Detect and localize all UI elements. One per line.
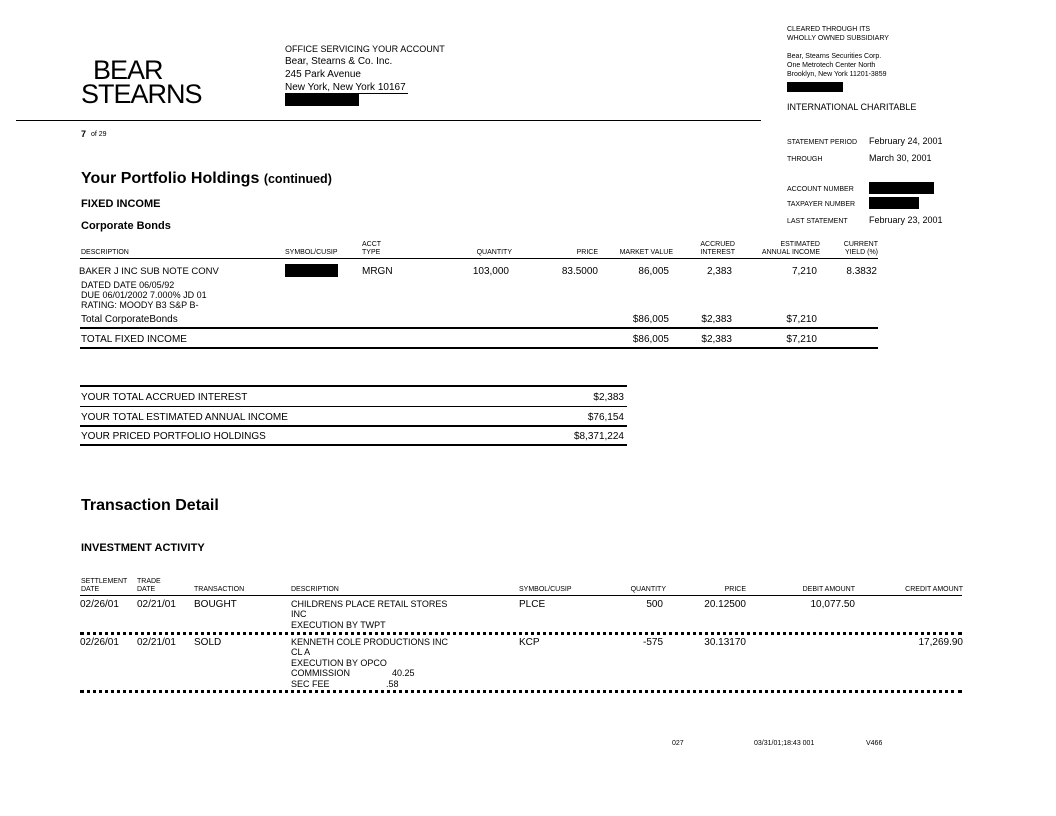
txn-col-trade-2: DATE — [137, 586, 156, 593]
total-fixed-est-income: $7,210 — [786, 334, 817, 345]
summary-bottom-rule — [80, 444, 627, 446]
holding-description: BAKER J INC SUB NOTE CONV — [79, 266, 219, 277]
txn1-desc-1: CHILDRENS PLACE RETAIL STORES — [291, 599, 448, 609]
txn1-debit: 10,077.50 — [810, 599, 855, 610]
txn1-desc-3: EXECUTION BY TWPT — [291, 620, 386, 630]
logo-line-1: BEAR — [93, 55, 163, 85]
total-corp-accrued: $2,383 — [701, 314, 732, 325]
txn1-quantity: 500 — [646, 599, 663, 610]
through-label: THROUGH — [787, 156, 823, 163]
transactions-category: INVESTMENT ACTIVITY — [81, 542, 205, 554]
total-fixed-rule — [80, 347, 878, 349]
office-line-1: Bear, Stearns & Co. Inc. — [285, 56, 393, 67]
txn1-trade: 02/21/01 — [137, 599, 176, 610]
total-corp-rule — [80, 327, 878, 329]
col-acct-type-2: TYPE — [362, 249, 381, 256]
header-rule — [16, 120, 761, 121]
txn2-trade: 02/21/01 — [137, 637, 176, 648]
txn-col-settle-1: SETTLEMENT — [81, 578, 128, 585]
clearing-line-2: One Metrotech Center North — [787, 62, 876, 69]
holdings-subcategory: Corporate Bonds — [81, 220, 171, 232]
col-symbol: SYMBOL/CUSIP — [285, 249, 338, 256]
holding-price: 83.5000 — [561, 266, 598, 277]
txn-col-symbol: SYMBOL/CUSIP — [519, 586, 572, 593]
holdings-title-text: Your Portfolio Holdings — [81, 170, 260, 187]
office-heading: OFFICE SERVICING YOUR ACCOUNT — [285, 44, 445, 54]
col-description: DESCRIPTION — [81, 249, 129, 256]
total-corp-market-value: $86,005 — [632, 314, 669, 325]
account-number-label: ACCOUNT NUMBER — [787, 186, 854, 193]
clearing-line-1: Bear, Stearns Securities Corp. — [787, 53, 882, 60]
col-accrued-1: ACCRUED — [700, 241, 735, 248]
col-est-income-1: ESTIMATED — [780, 241, 820, 248]
txn-col-transaction: TRANSACTION — [194, 586, 245, 593]
last-statement-value: February 23, 2001 — [869, 215, 943, 225]
txn-col-trade-1: TRADE — [137, 578, 161, 585]
holding-acct-type: MRGN — [362, 266, 393, 277]
txn2-type: SOLD — [194, 637, 222, 648]
summary-accrued-value: $2,383 — [593, 392, 624, 403]
total-corp-est-income: $7,210 — [786, 314, 817, 325]
summary-income-label: YOUR TOTAL ESTIMATED ANNUAL INCOME — [81, 412, 288, 423]
txn1-settle: 02/26/01 — [80, 599, 119, 610]
footer-timestamp: 03/31/01;18:43 001 — [754, 740, 815, 747]
col-yield-1: CURRENT — [843, 241, 878, 248]
holding-est-income: 7,210 — [791, 266, 817, 277]
holding-yield: 8.3832 — [846, 266, 877, 277]
holding-accrued: 2,383 — [706, 266, 732, 277]
txn2-desc-3: EXECUTION BY OPCO — [291, 658, 387, 668]
txn2-secfee-label: SEC FEE — [291, 679, 330, 689]
txn2-secfee-value: .58 — [386, 679, 399, 689]
redaction — [285, 264, 338, 277]
txn1-symbol: PLCE — [519, 599, 546, 610]
total-corp-label: Total CorporateBonds — [81, 314, 178, 325]
txn2-rule — [80, 690, 962, 693]
summary-rule — [80, 425, 627, 427]
col-price: PRICE — [576, 249, 598, 256]
summary-accrued-label: YOUR TOTAL ACCRUED INTEREST — [81, 392, 248, 403]
txn2-price: 30.13170 — [704, 637, 746, 648]
holding-quantity: 103,000 — [472, 266, 509, 277]
clearing-heading-1: CLEARED THROUGH ITS — [787, 26, 871, 33]
total-fixed-market-value: $86,005 — [632, 334, 669, 345]
account-name: INTERNATIONAL CHARITABLE — [787, 102, 917, 112]
page-number: 7 — [81, 129, 87, 139]
txn-col-description: DESCRIPTION — [291, 586, 339, 593]
transactions-title: Transaction Detail — [81, 497, 219, 514]
total-fixed-accrued: $2,383 — [701, 334, 732, 345]
txn2-commission-label: COMMISSION — [291, 668, 351, 678]
page-of: of 29 — [91, 131, 107, 138]
holding-detail-1: DATED DATE 06/05/92 — [81, 280, 175, 290]
col-accrued-2: INTEREST — [700, 249, 735, 256]
holding-detail-2: DUE 06/01/2002 7.000% JD 01 — [81, 290, 207, 300]
through-value: March 30, 2001 — [869, 153, 932, 163]
txn-header-rule — [80, 595, 962, 596]
txn-col-settle-2: DATE — [81, 586, 100, 593]
txn1-desc-2: INC — [291, 609, 307, 619]
txn2-commission-value: 40.25 — [392, 668, 415, 678]
txn-col-quantity: QUANTITY — [630, 586, 666, 593]
holdings-title-suffix: (continued) — [263, 172, 332, 186]
statement-period-label: STATEMENT PERIOD — [787, 139, 858, 146]
col-est-income-2: ANNUAL INCOME — [761, 249, 820, 256]
holding-detail-3: RATING: MOODY B3 S&P B- — [81, 300, 199, 310]
footer-code-2: V466 — [866, 740, 883, 747]
total-fixed-label: TOTAL FIXED INCOME — [81, 334, 187, 345]
redaction — [869, 182, 934, 194]
redaction — [869, 197, 919, 209]
office-line-2: 245 Park Avenue — [285, 69, 361, 80]
statement-period-value: February 24, 2001 — [869, 136, 943, 146]
logo-line-2: STEARNS — [81, 79, 202, 109]
last-statement-label: LAST STATEMENT — [787, 218, 848, 225]
taxpayer-number-label: TAXPAYER NUMBER — [787, 201, 856, 208]
holding-market-value: 86,005 — [638, 266, 669, 277]
txn2-desc-2: CL A — [291, 647, 311, 657]
col-quantity: QUANTITY — [476, 249, 512, 256]
summary-holdings-value: $8,371,224 — [573, 431, 624, 442]
txn2-quantity: -575 — [642, 637, 663, 648]
summary-rule — [80, 406, 627, 407]
clearing-line-3: Brooklyn, New York 11201-3859 — [787, 71, 887, 78]
txn1-rule — [80, 632, 962, 635]
holdings-header-rule — [80, 258, 878, 259]
summary-income-value: $76,154 — [587, 412, 624, 423]
summary-holdings-label: YOUR PRICED PORTFOLIO HOLDINGS — [81, 431, 266, 442]
summary-top-rule — [80, 385, 627, 387]
holdings-title — [81, 170, 332, 188]
redaction — [787, 82, 843, 92]
footer-code-1: 027 — [672, 740, 684, 747]
col-yield-2: YIELD (%) — [844, 249, 878, 256]
txn2-desc-1: KENNETH COLE PRODUCTIONS INC — [291, 637, 449, 647]
txn1-price: 20.12500 — [704, 599, 746, 610]
office-line-3: New York, New York 10167 — [285, 82, 406, 93]
txn2-settle: 02/26/01 — [80, 637, 119, 648]
txn-col-credit: CREDIT AMOUNT — [905, 586, 963, 593]
col-market-value: MARKET VALUE — [619, 249, 673, 256]
txn-col-debit: DEBIT AMOUNT — [802, 586, 855, 593]
holdings-category: FIXED INCOME — [81, 198, 161, 210]
txn1-type: BOUGHT — [194, 599, 237, 610]
txn2-symbol: KCP — [519, 637, 540, 648]
txn2-credit: 17,269.90 — [918, 637, 963, 648]
clearing-heading-2: WHOLLY OWNED SUBSIDIARY — [787, 35, 889, 42]
col-acct-type-1: ACCT — [362, 241, 382, 248]
txn-col-price: PRICE — [724, 586, 746, 593]
redaction — [285, 94, 359, 106]
